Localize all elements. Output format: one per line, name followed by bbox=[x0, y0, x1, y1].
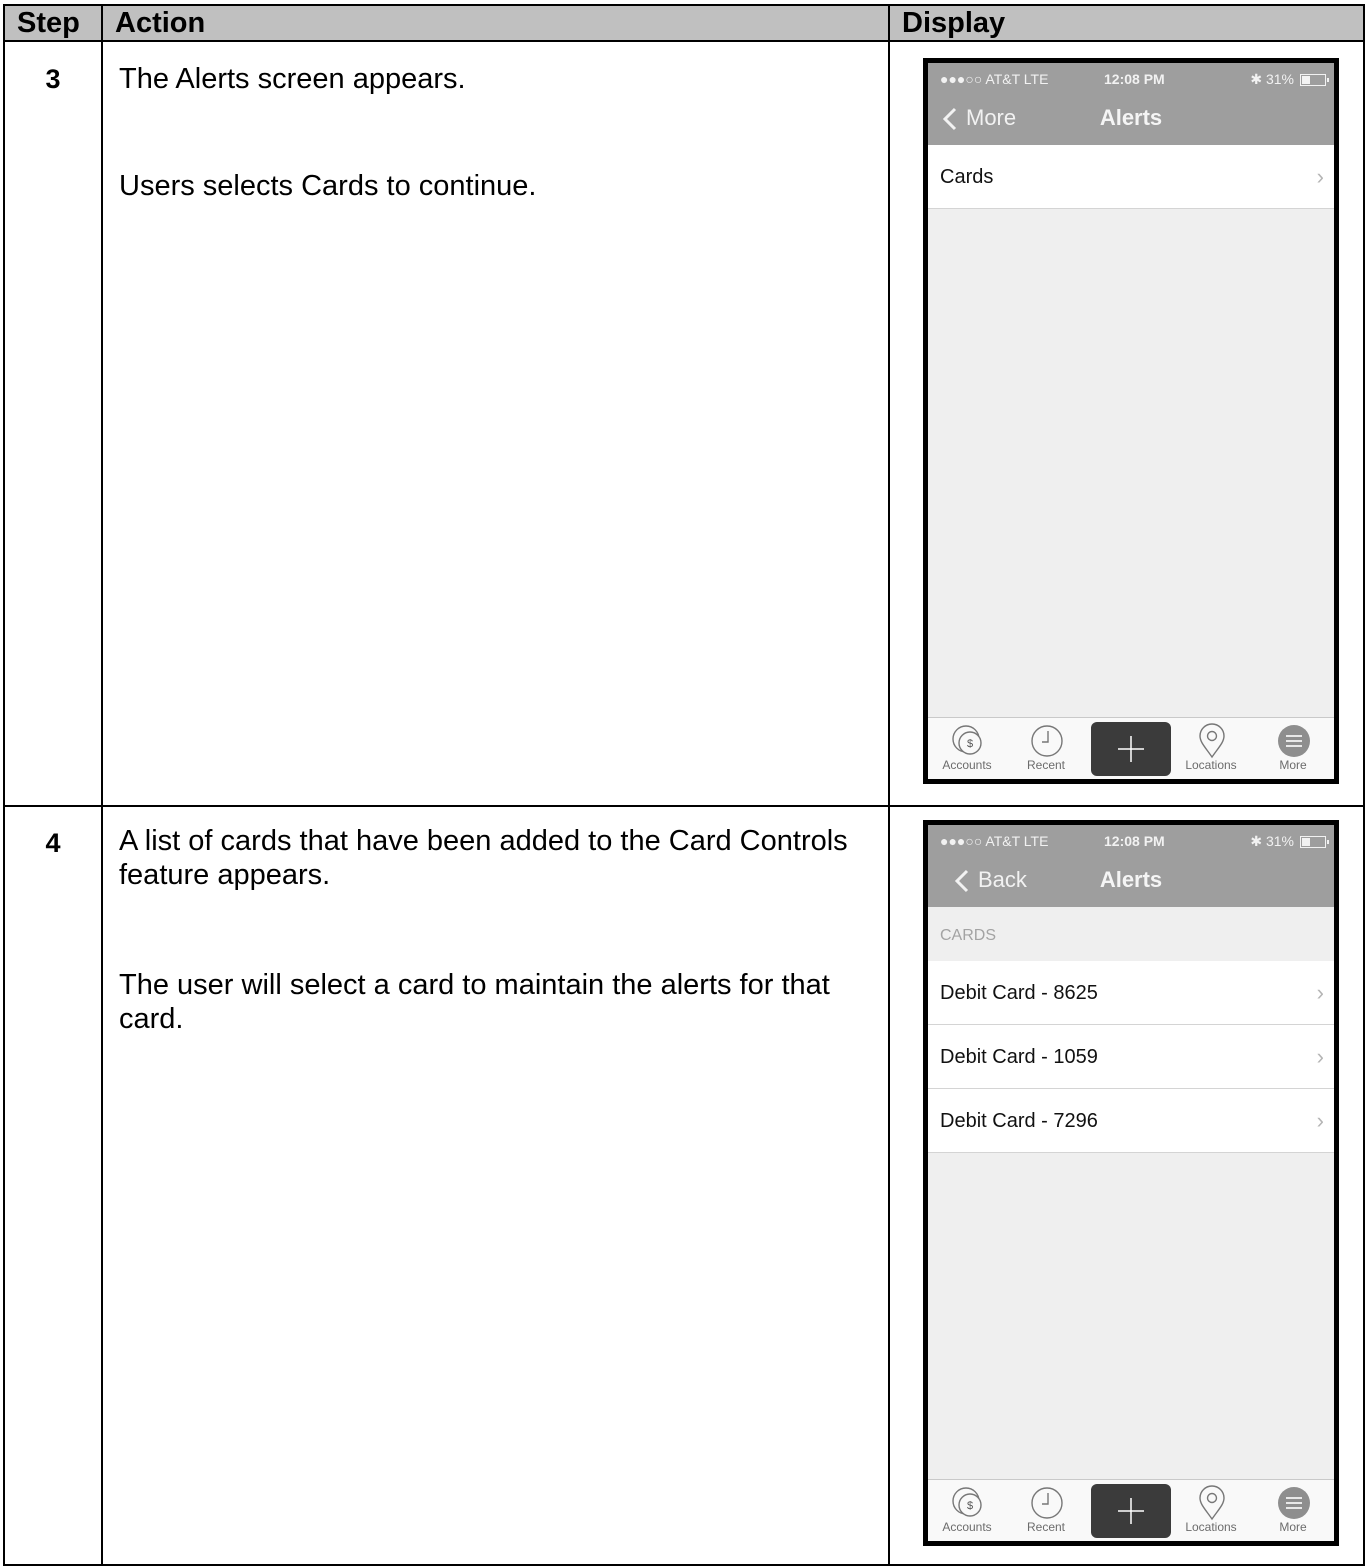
tab-label: Locations bbox=[1185, 1520, 1237, 1534]
table-header bbox=[5, 6, 1363, 42]
list-item-label: Debit Card - 1059 bbox=[940, 1046, 1098, 1068]
tab-accounts[interactable] bbox=[932, 718, 1002, 780]
chevron-right-icon: › bbox=[1316, 164, 1324, 189]
svg-text:$: $ bbox=[966, 1500, 974, 1512]
steps-table bbox=[3, 4, 1365, 1566]
phone-content bbox=[928, 145, 1334, 717]
row-divider bbox=[5, 805, 1363, 807]
coin-icon bbox=[950, 723, 986, 759]
plus-icon bbox=[1116, 734, 1146, 764]
bluetooth-battery-text: ✱ 31% bbox=[1250, 833, 1294, 849]
location-pin-icon bbox=[1194, 723, 1230, 759]
section-header: CARDS bbox=[928, 907, 1334, 961]
tab-label: Recent bbox=[1026, 1520, 1066, 1534]
menu-icon bbox=[1276, 1485, 1312, 1521]
tab-label: Accounts bbox=[942, 758, 992, 772]
carrier-signal: ●●●○○ AT&T LTE bbox=[940, 71, 1049, 87]
tab-more[interactable] bbox=[1258, 718, 1328, 780]
svg-text:$: $ bbox=[966, 738, 974, 750]
phone-header bbox=[928, 825, 1334, 907]
list-item[interactable] bbox=[928, 961, 1334, 1025]
tab-bar bbox=[928, 717, 1334, 779]
add-button[interactable] bbox=[1091, 1484, 1171, 1538]
back-label: More bbox=[966, 105, 1017, 130]
tab-recent[interactable] bbox=[1011, 718, 1081, 780]
back-label: Back bbox=[978, 867, 1027, 892]
tab-label: Recent bbox=[1026, 758, 1066, 772]
tab-bar bbox=[928, 1479, 1334, 1541]
tab-label: Accounts bbox=[942, 1520, 992, 1534]
plus-icon bbox=[1116, 1496, 1146, 1526]
screen-title: Alerts bbox=[1099, 105, 1163, 130]
tab-locations[interactable] bbox=[1176, 718, 1246, 780]
tab-label: More bbox=[1279, 1520, 1307, 1534]
header-display: Display bbox=[902, 7, 1006, 39]
bluetooth-battery-text: ✱ 31% bbox=[1250, 71, 1294, 87]
action-text: A list of cards that have been added to the Card Controls feature appears. bbox=[119, 825, 848, 891]
column-divider bbox=[101, 6, 103, 1564]
coin-icon bbox=[950, 1485, 986, 1521]
screen-title: Alerts bbox=[1099, 867, 1163, 892]
list-item-label: Debit Card - 7296 bbox=[940, 1110, 1098, 1132]
phone-screenshot bbox=[923, 820, 1339, 1546]
phone-content bbox=[928, 907, 1334, 1479]
add-button[interactable] bbox=[1091, 722, 1171, 776]
tab-more[interactable] bbox=[1258, 1480, 1328, 1542]
list-item[interactable] bbox=[928, 145, 1334, 209]
phone-screenshot bbox=[923, 58, 1339, 784]
battery-icon bbox=[1300, 836, 1326, 848]
status-bar bbox=[928, 69, 1334, 89]
column-divider bbox=[888, 6, 890, 1564]
menu-icon bbox=[1276, 723, 1312, 759]
action-text: The user will select a card to maintain the alerts for that card. bbox=[119, 969, 830, 1035]
step-number: 3 bbox=[45, 64, 61, 94]
location-pin-icon bbox=[1194, 1485, 1230, 1521]
chevron-right-icon: › bbox=[1316, 980, 1324, 1005]
clock-icon bbox=[1029, 1485, 1065, 1521]
tab-locations[interactable] bbox=[1176, 1480, 1246, 1542]
header-action: Action bbox=[115, 7, 206, 39]
status-bar bbox=[928, 831, 1334, 851]
battery-icon bbox=[1300, 74, 1326, 86]
list-item-label: Debit Card - 8625 bbox=[940, 982, 1098, 1004]
step-number: 4 bbox=[45, 828, 61, 858]
carrier-signal: ●●●○○ AT&T LTE bbox=[940, 833, 1049, 849]
phone-header bbox=[928, 63, 1334, 145]
chevron-right-icon: › bbox=[1316, 1044, 1324, 1069]
action-text: Users selects Cards to continue. bbox=[119, 170, 537, 202]
header-step: Step bbox=[17, 7, 80, 39]
clock-icon bbox=[1029, 723, 1065, 759]
list-item[interactable] bbox=[928, 1025, 1334, 1089]
list-item[interactable] bbox=[928, 1089, 1334, 1153]
tab-label: More bbox=[1279, 758, 1307, 772]
nav-bar bbox=[928, 97, 1334, 141]
chevron-right-icon: › bbox=[1316, 1108, 1324, 1133]
tab-recent[interactable] bbox=[1011, 1480, 1081, 1542]
tab-label: Locations bbox=[1185, 758, 1237, 772]
status-time: 12:08 PM bbox=[1104, 833, 1165, 849]
tab-accounts[interactable] bbox=[932, 1480, 1002, 1542]
status-time: 12:08 PM bbox=[1104, 71, 1165, 87]
nav-bar bbox=[928, 859, 1334, 903]
list-item-label: Cards bbox=[940, 166, 994, 188]
action-text: The Alerts screen appears. bbox=[119, 63, 466, 95]
